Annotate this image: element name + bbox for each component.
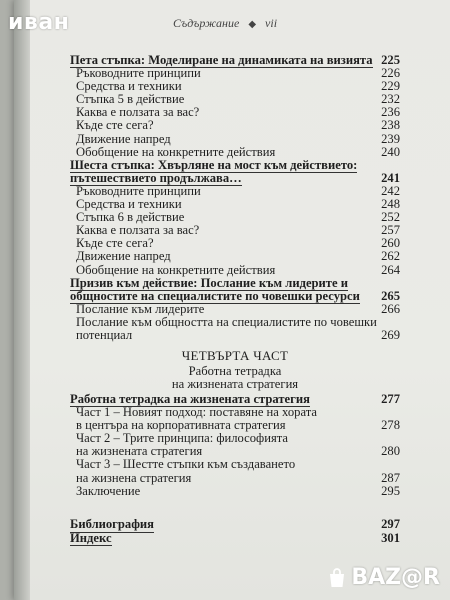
toc-entry-page: 239 — [381, 131, 400, 146]
toc-entry — [70, 277, 400, 290]
toc-entry-page: 248 — [381, 197, 400, 212]
toc-entry-page: 260 — [381, 236, 400, 251]
toc-entry-title: Работна тетрадка на жизнената стратегия — [70, 392, 310, 406]
toc-entry-page: 229 — [381, 79, 400, 94]
toc-entry — [70, 303, 400, 316]
toc-entry-title: Пета стъпка: Моделиране на динамиката на визията — [70, 53, 373, 67]
toc-entry-page: 262 — [381, 249, 400, 264]
toc-entry — [70, 133, 400, 146]
toc-entry-title: на жизнената стратегия — [76, 444, 203, 459]
toc-entry-title: Шеста стъпка: Хвърляне на мост към действието: — [70, 157, 358, 172]
toc-entry-title: Библиография — [70, 517, 154, 531]
toc-entry-title: на жизнена стратегия — [76, 470, 192, 485]
toc-entry-title: Призив към действие: Послание към лидерите и — [70, 275, 348, 290]
toc-entry-title: Обобщение на конкретните действия — [76, 262, 276, 277]
page-binding-edge — [14, 0, 30, 600]
toc-entry — [70, 119, 400, 132]
toc-entry-title: в центъра на корпоративната стратегия — [76, 418, 286, 433]
toc-entry-title: потенциал — [76, 327, 133, 342]
toc-entry-title: Каква е ползата за вас? — [76, 105, 200, 120]
toc-entry-page: 264 — [381, 262, 400, 277]
toc-entry-title: Стъпка 5 в действие — [76, 92, 185, 107]
toc-entry-page: 232 — [381, 92, 400, 107]
toc-entry — [70, 458, 400, 471]
toc-entry-title: Послание към общността на специалистите по човешки — [76, 314, 377, 329]
toc-entry-title: общностите на специалистите по човешки ресурси — [70, 288, 360, 303]
toc-entry-page: 297 — [381, 517, 400, 531]
toc-entry-page: 265 — [381, 288, 400, 303]
toc-entry-page: 252 — [381, 210, 400, 225]
part-four-title: ЧЕТВЪРТА ЧАСТ — [181, 348, 289, 363]
toc-entry — [70, 172, 400, 185]
toc-entry-title: Част 1 – Новият подход: поставяне на хората — [76, 405, 317, 420]
shopping-bag-icon — [325, 566, 349, 590]
toc-entry-title: Каква е ползата за вас? — [76, 223, 200, 238]
toc-entry-page: 278 — [381, 418, 400, 433]
toc-entry-page: 241 — [381, 170, 400, 185]
toc-entry — [70, 518, 400, 532]
toc-entry-title: Къде сте сега? — [76, 118, 154, 133]
toc-entry — [70, 485, 400, 498]
toc-entry — [70, 264, 400, 277]
header-page-number: vii — [265, 16, 278, 30]
toc-entry-title: Част 2 – Трите принципа: философията — [76, 431, 288, 446]
toc-entry — [70, 316, 400, 329]
toc-entry-title: Движение напред — [76, 249, 171, 264]
toc-entry — [70, 472, 400, 485]
toc-entry-page: 226 — [381, 66, 400, 81]
toc-entry-page: 236 — [381, 105, 400, 120]
toc-entry — [70, 290, 400, 303]
toc-entry-title: Средства и техники — [76, 197, 182, 212]
toc-entry-title: Къде сте сега? — [76, 236, 154, 251]
toc-entry — [70, 146, 400, 159]
toc-entry-page: 295 — [381, 483, 400, 498]
toc-entry — [70, 329, 400, 342]
toc-entry-page: 240 — [381, 144, 400, 159]
toc-entry-page: 277 — [381, 392, 400, 406]
toc-section-part-four — [70, 393, 400, 498]
toc-entry-page: 280 — [381, 444, 400, 459]
toc-section-back-matter — [70, 518, 400, 545]
toc-entry-title: Средства и техники — [76, 79, 182, 94]
toc-entry-page: 242 — [381, 183, 400, 198]
toc-entry-title: Индекс — [70, 530, 112, 545]
toc-entry-page: 287 — [381, 470, 400, 485]
part-four-subtitle-line-2: на жизнената стратегия — [171, 377, 299, 391]
toc-entry — [70, 250, 400, 263]
toc-entry-title: пътешествието продължава… — [70, 170, 242, 185]
toc-entry — [70, 159, 400, 172]
part-four-subtitle-line-1: Работна тетрадка — [188, 364, 282, 378]
toc-entry-page: 257 — [381, 223, 400, 238]
toc-entry-title: Ръководните принципи — [76, 66, 201, 81]
toc-entry-title: Стъпка 6 в действие — [76, 210, 185, 225]
toc-entry-title: Послание към лидерите — [76, 301, 205, 316]
toc-entry-title: Част 3 – Шестте стъпки към създаването — [76, 457, 296, 472]
toc-entry-title: Ръководните принципи — [76, 183, 201, 198]
toc-entry-title: Движение напред — [76, 131, 171, 146]
watermark-user-name: иван — [8, 10, 70, 35]
toc-entry-page: 269 — [381, 327, 400, 342]
toc-section-part-three — [70, 54, 400, 342]
toc-entry-page: 225 — [381, 53, 400, 67]
toc-entry-title: Заключение — [76, 483, 141, 498]
toc-entry-page: 301 — [381, 530, 400, 545]
toc-entry-title: Обобщение на конкретните действия — [76, 144, 276, 159]
header-title: Съдържание — [172, 16, 240, 30]
watermark-bazar-text: BAZ@R — [351, 565, 440, 590]
toc-entry-page: 238 — [381, 118, 400, 133]
toc-entry — [70, 532, 400, 546]
watermark-bazar-logo — [325, 565, 440, 590]
toc-entry-page: 266 — [381, 301, 400, 316]
diamond-ornament-icon: ◆ — [248, 19, 257, 30]
